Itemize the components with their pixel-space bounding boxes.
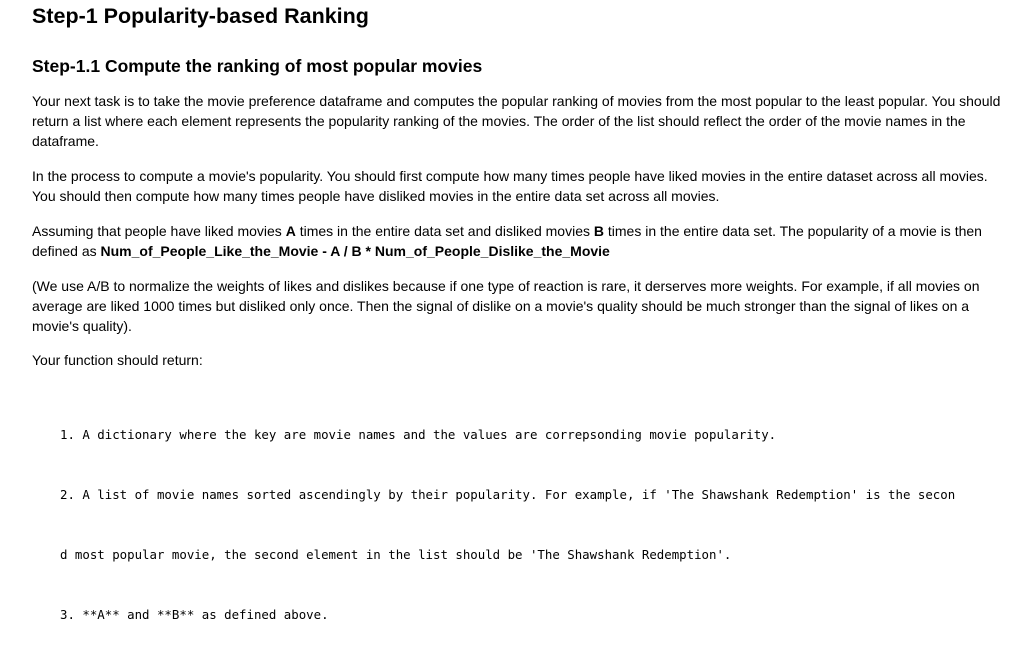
return-item-2: 2. A list of movie names sorted ascendingly by their popularity. For example, if 'The Shawshank Redemption' is the secon [60,487,956,502]
return-item-3: 3. **A** and **B** as defined above. [60,607,329,622]
rationale-paragraph [32,276,1022,336]
variable-a: A [285,223,296,239]
task-line-3: dataframe. [32,133,99,149]
definition-paragraph [32,221,1022,261]
markdown-cell [32,0,1022,665]
task-line-1: Your next task is to take the movie preference dataframe and computes the popular ranking of movies from the most popular to the least popular. You should [32,93,1001,109]
definition-text-4: defined as [32,243,101,259]
page-title: Step-1 Popularity-based Ranking [32,4,369,28]
rationale-line-3: movie's quality). [32,318,132,334]
return-item-2-continued: d most popular movie, the second element in the list should be 'The Shawshank Redemption'. [60,547,732,562]
definition-text-1: Assuming that people have liked movies [32,223,286,239]
rationale-line-1: (We use A/B to normalize the weights of likes and dislikes because if one type of reaction is rare, it derserves more weights. For example, if all movies on [32,278,980,294]
popularity-formula: Num_of_People_Like_the_Movie - A / B * Num_of_People_Dislike_the_Movie [100,243,610,259]
return-list [32,385,1022,665]
process-line-2: You should then compute how many times people have disliked movies in the entire data set across all movies. [32,188,720,204]
process-line-1: In the process to compute a movie's popularity. You should first compute how many times people have liked movies in the entire dataset across all movies. [32,168,988,184]
rationale-line-2: average are liked 1000 times but disliked only once. Then the signal of dislike on a movie's quality should be much stronger than the signal of likes on a [32,298,970,314]
task-line-2: return a list where each element represents the popularity ranking of the movies. The order of the list should reflect the order of the movie names in the [32,113,966,129]
return-intro: Your function should return: [32,352,203,368]
return-item-1: 1. A dictionary where the key are movie names and the values are correpsonding movie popularity. [60,427,777,442]
definition-text-3: times in the entire data set. The popularity of a movie is then [604,223,982,239]
process-paragraph [32,166,1022,206]
variable-b: B [593,223,604,239]
section-heading: Step-1.1 Compute the ranking of most popular movies [32,56,483,76]
definition-text-2: times in the entire data set and disliked movies [295,223,594,239]
task-paragraph [32,91,1022,151]
